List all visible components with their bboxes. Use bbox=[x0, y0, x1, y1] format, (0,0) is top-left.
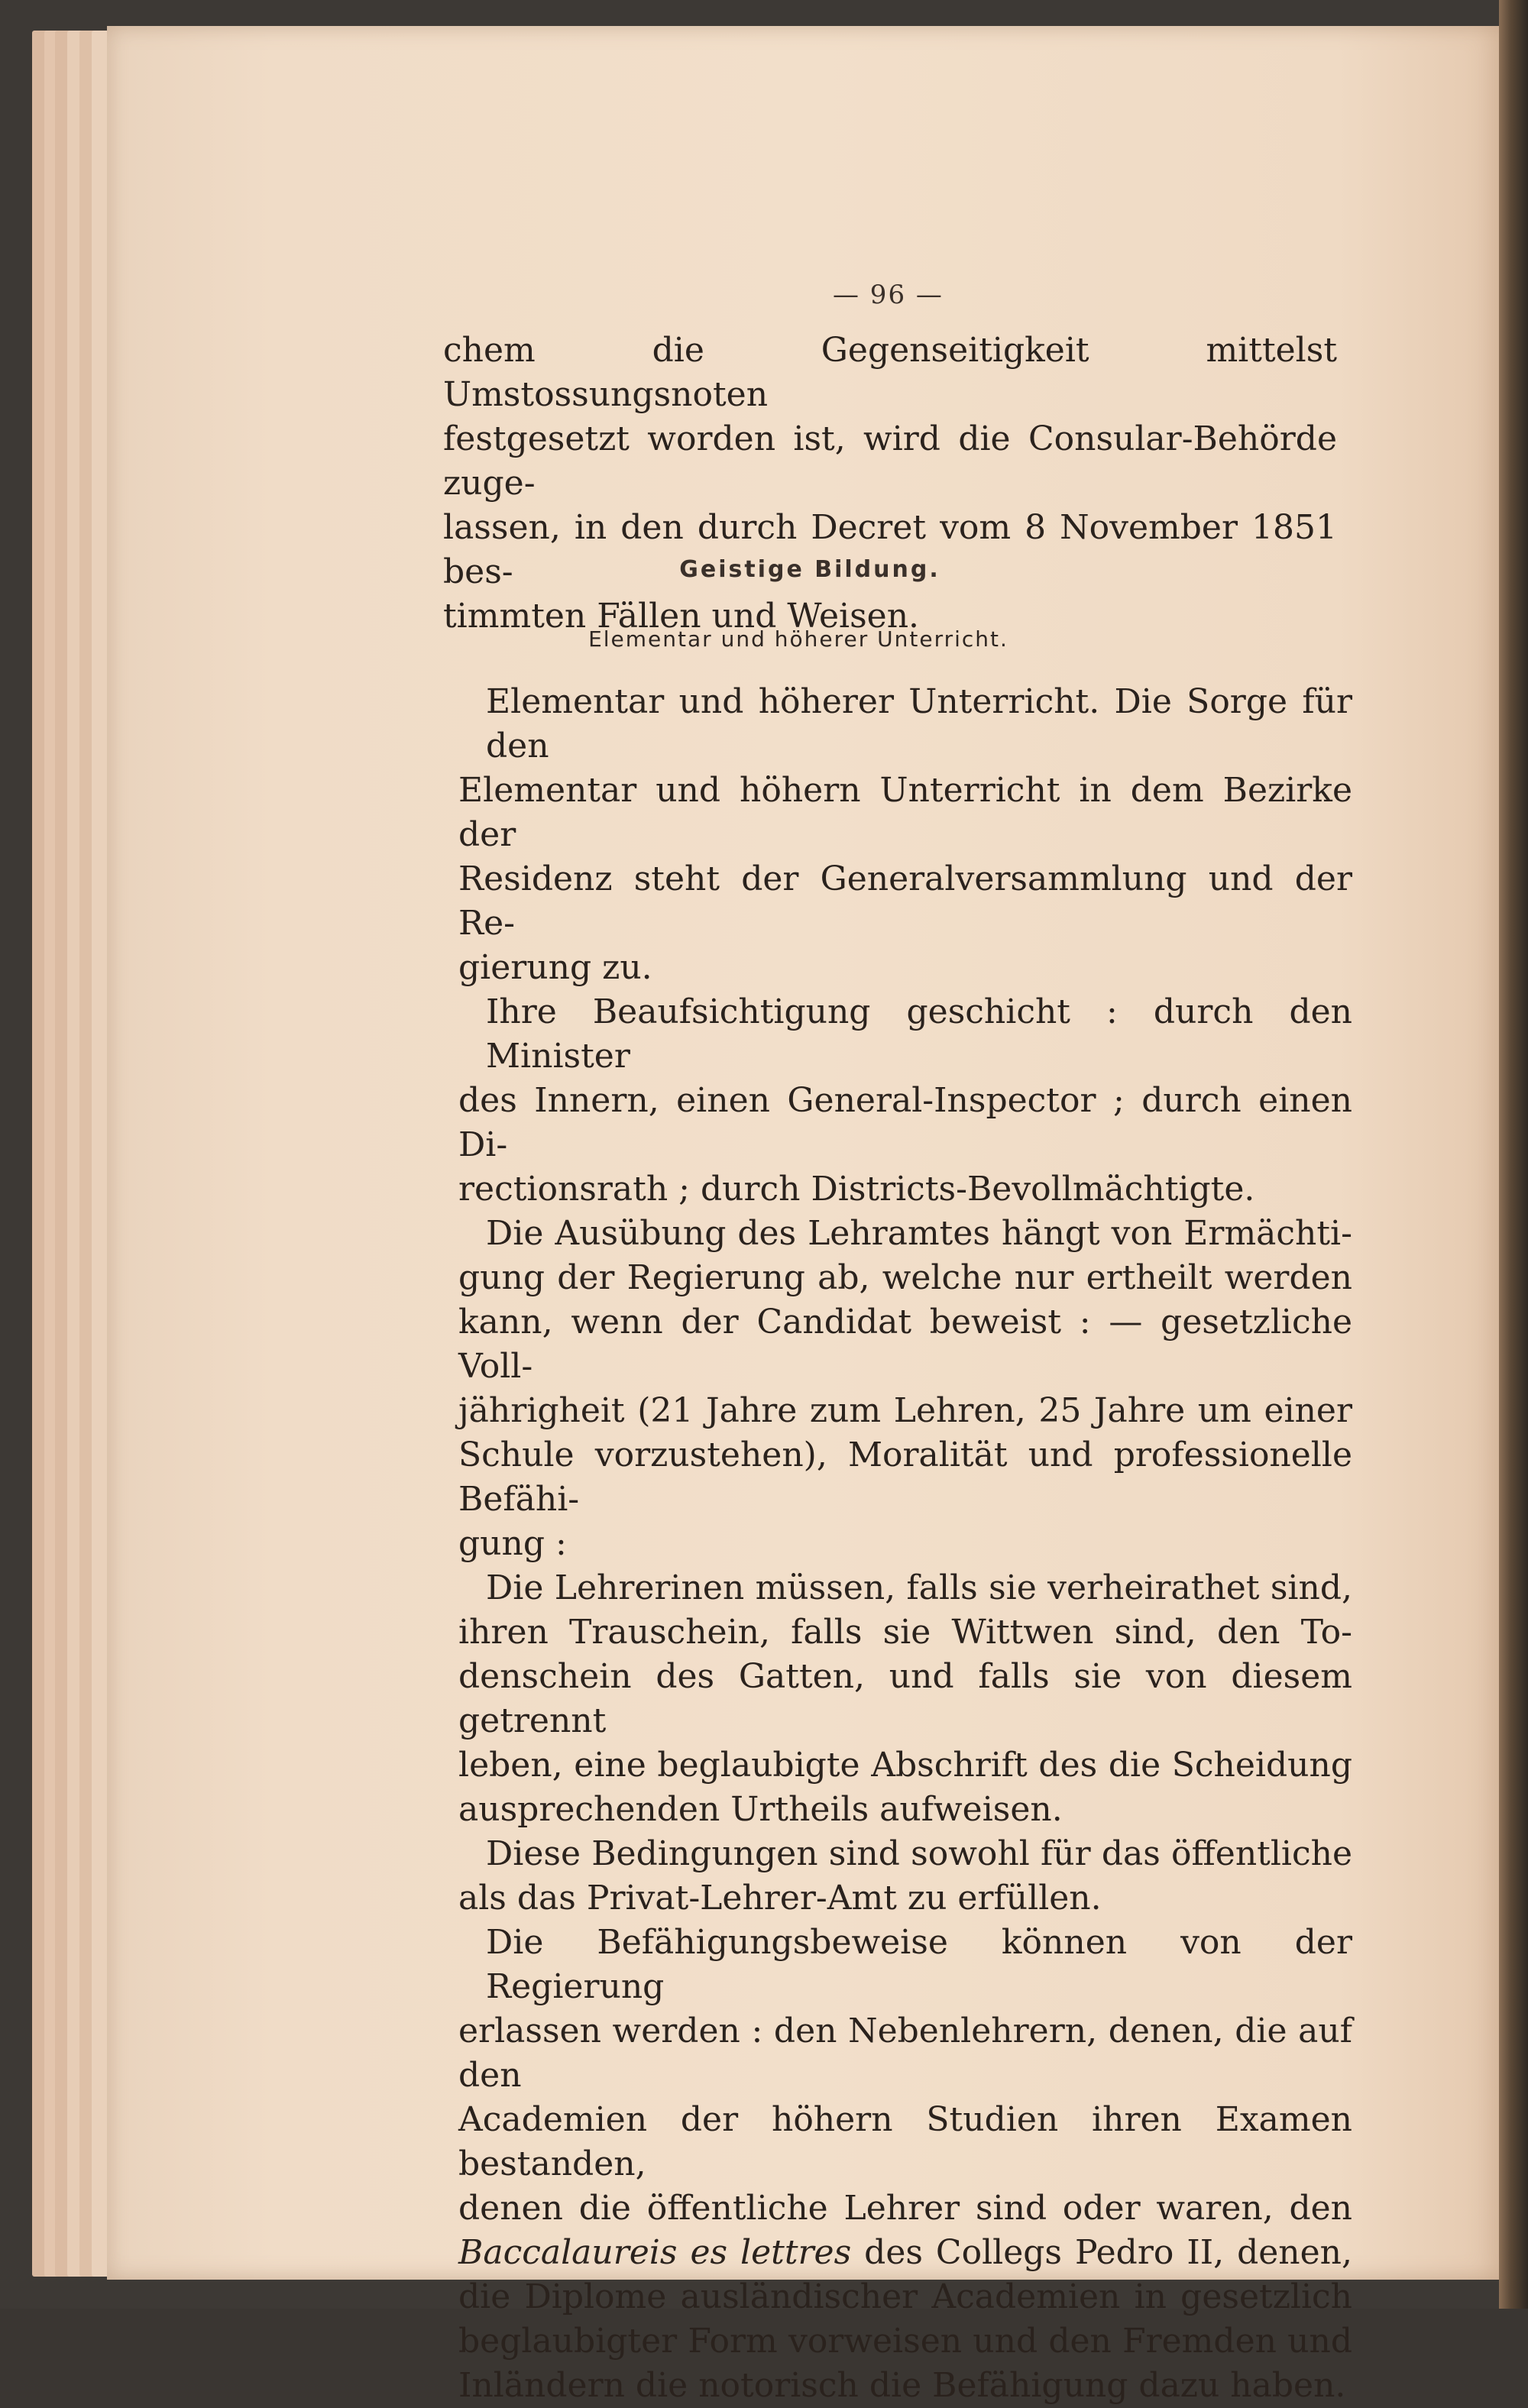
text-line: erlassen werden : den Nebenlehrern, denen, die auf den bbox=[458, 2012, 1352, 2095]
paragraph-6 bbox=[458, 1921, 1352, 2408]
text-line: Inländern die notorisch die Befähigung dazu haben. bbox=[458, 2366, 1346, 2405]
paragraph-3 bbox=[458, 1212, 1352, 1566]
text-line: gung : bbox=[458, 1524, 567, 1563]
text-line: Elementar und höherer Unterricht. Die Sorge für den bbox=[486, 682, 1352, 765]
italic-term: Baccalaureis es lettres bbox=[458, 2233, 852, 2272]
paragraph-2 bbox=[458, 990, 1352, 1212]
text-line: Elementar und höhern Unterricht in dem Bezirke der bbox=[458, 771, 1352, 854]
text-line: Diese Bedingungen sind sowohl für das öffentliche bbox=[486, 1834, 1352, 1873]
text-line: denen die öffentliche Lehrer sind oder waren, den bbox=[458, 2189, 1352, 2228]
text-line: Die Ausübung des Lehramtes hängt von Ermächti- bbox=[486, 1214, 1352, 1253]
paragraph-1 bbox=[458, 680, 1352, 990]
text-line: des Innern, einen General-Inspector ; durch einen Di- bbox=[458, 1081, 1352, 1164]
text-line: Die Lehrerinen müssen, falls sie verheirathet sind, bbox=[486, 1568, 1352, 1607]
body-text bbox=[458, 680, 1352, 2408]
text-fragment: des Collegs Pedro II, denen, bbox=[851, 2233, 1352, 2272]
text-line: rectionsrath ; durch Districts-Bevollmächtigte. bbox=[458, 1170, 1255, 1209]
text-line: die Diplome ausländischer Academien in gesetzlich bbox=[458, 2277, 1352, 2316]
text-line: als das Privat-Lehrer-Amt zu erfüllen. bbox=[458, 1879, 1102, 1918]
text-line: gierung zu. bbox=[458, 948, 652, 987]
section-title: Geistige Bildung. bbox=[679, 556, 940, 583]
text-line: timmten Fällen und Weisen. bbox=[443, 597, 920, 636]
text-line: lassen, in den durch Decret vom 8 November 1851 bes- bbox=[443, 508, 1337, 591]
text-line: chem die Gegenseitigkeit mittelst Umstossungsnoten bbox=[443, 331, 1337, 414]
text-line: Ihre Beaufsichtigung geschicht : durch den Minister bbox=[486, 992, 1352, 1076]
text-line: beglaubigter Form vorweisen und den Fremden und bbox=[458, 2322, 1352, 2361]
book-gutter bbox=[1499, 0, 1528, 2309]
text-line: Residenz steht der Generalversammlung und der Re- bbox=[458, 859, 1352, 943]
text-line: leben, eine beglaubigte Abschrift des die Scheidung bbox=[458, 1746, 1352, 1785]
text-line: festgesetzt worden ist, wird die Consular-Behörde zuge- bbox=[443, 419, 1337, 503]
paragraph-5 bbox=[458, 1832, 1352, 1921]
intro-paragraph bbox=[443, 329, 1337, 639]
text-line: gung der Regierung ab, welche nur ertheilt werden bbox=[458, 1258, 1352, 1297]
section-subtitle: Elementar und höherer Unterricht. bbox=[588, 626, 1008, 652]
paragraph-4 bbox=[458, 1566, 1352, 1832]
text-line: Schule vorzustehen), Moralität und professionelle Befähi- bbox=[458, 1435, 1352, 1519]
text-line: ihren Trauschein, falls sie Wittwen sind, den To- bbox=[458, 1613, 1352, 1652]
text-line: Academien der höhern Studien ihren Examen bestanden, bbox=[458, 2100, 1352, 2183]
page-number: — 96 — bbox=[833, 280, 944, 310]
text-line: denschein des Gatten, und falls sie von diesem getrennt bbox=[458, 1657, 1352, 1740]
text-line: kann, wenn der Candidat beweist : — gesetzliche Voll- bbox=[458, 1303, 1352, 1386]
text-line: ausprechenden Urtheils aufweisen. bbox=[458, 1790, 1063, 1829]
text-line: jährigheit (21 Jahre zum Lehren, 25 Jahre um einer bbox=[458, 1391, 1352, 1430]
text-line bbox=[458, 2231, 1352, 2275]
text-line: Die Befähigungsbeweise können von der Regierung bbox=[486, 1923, 1352, 2006]
